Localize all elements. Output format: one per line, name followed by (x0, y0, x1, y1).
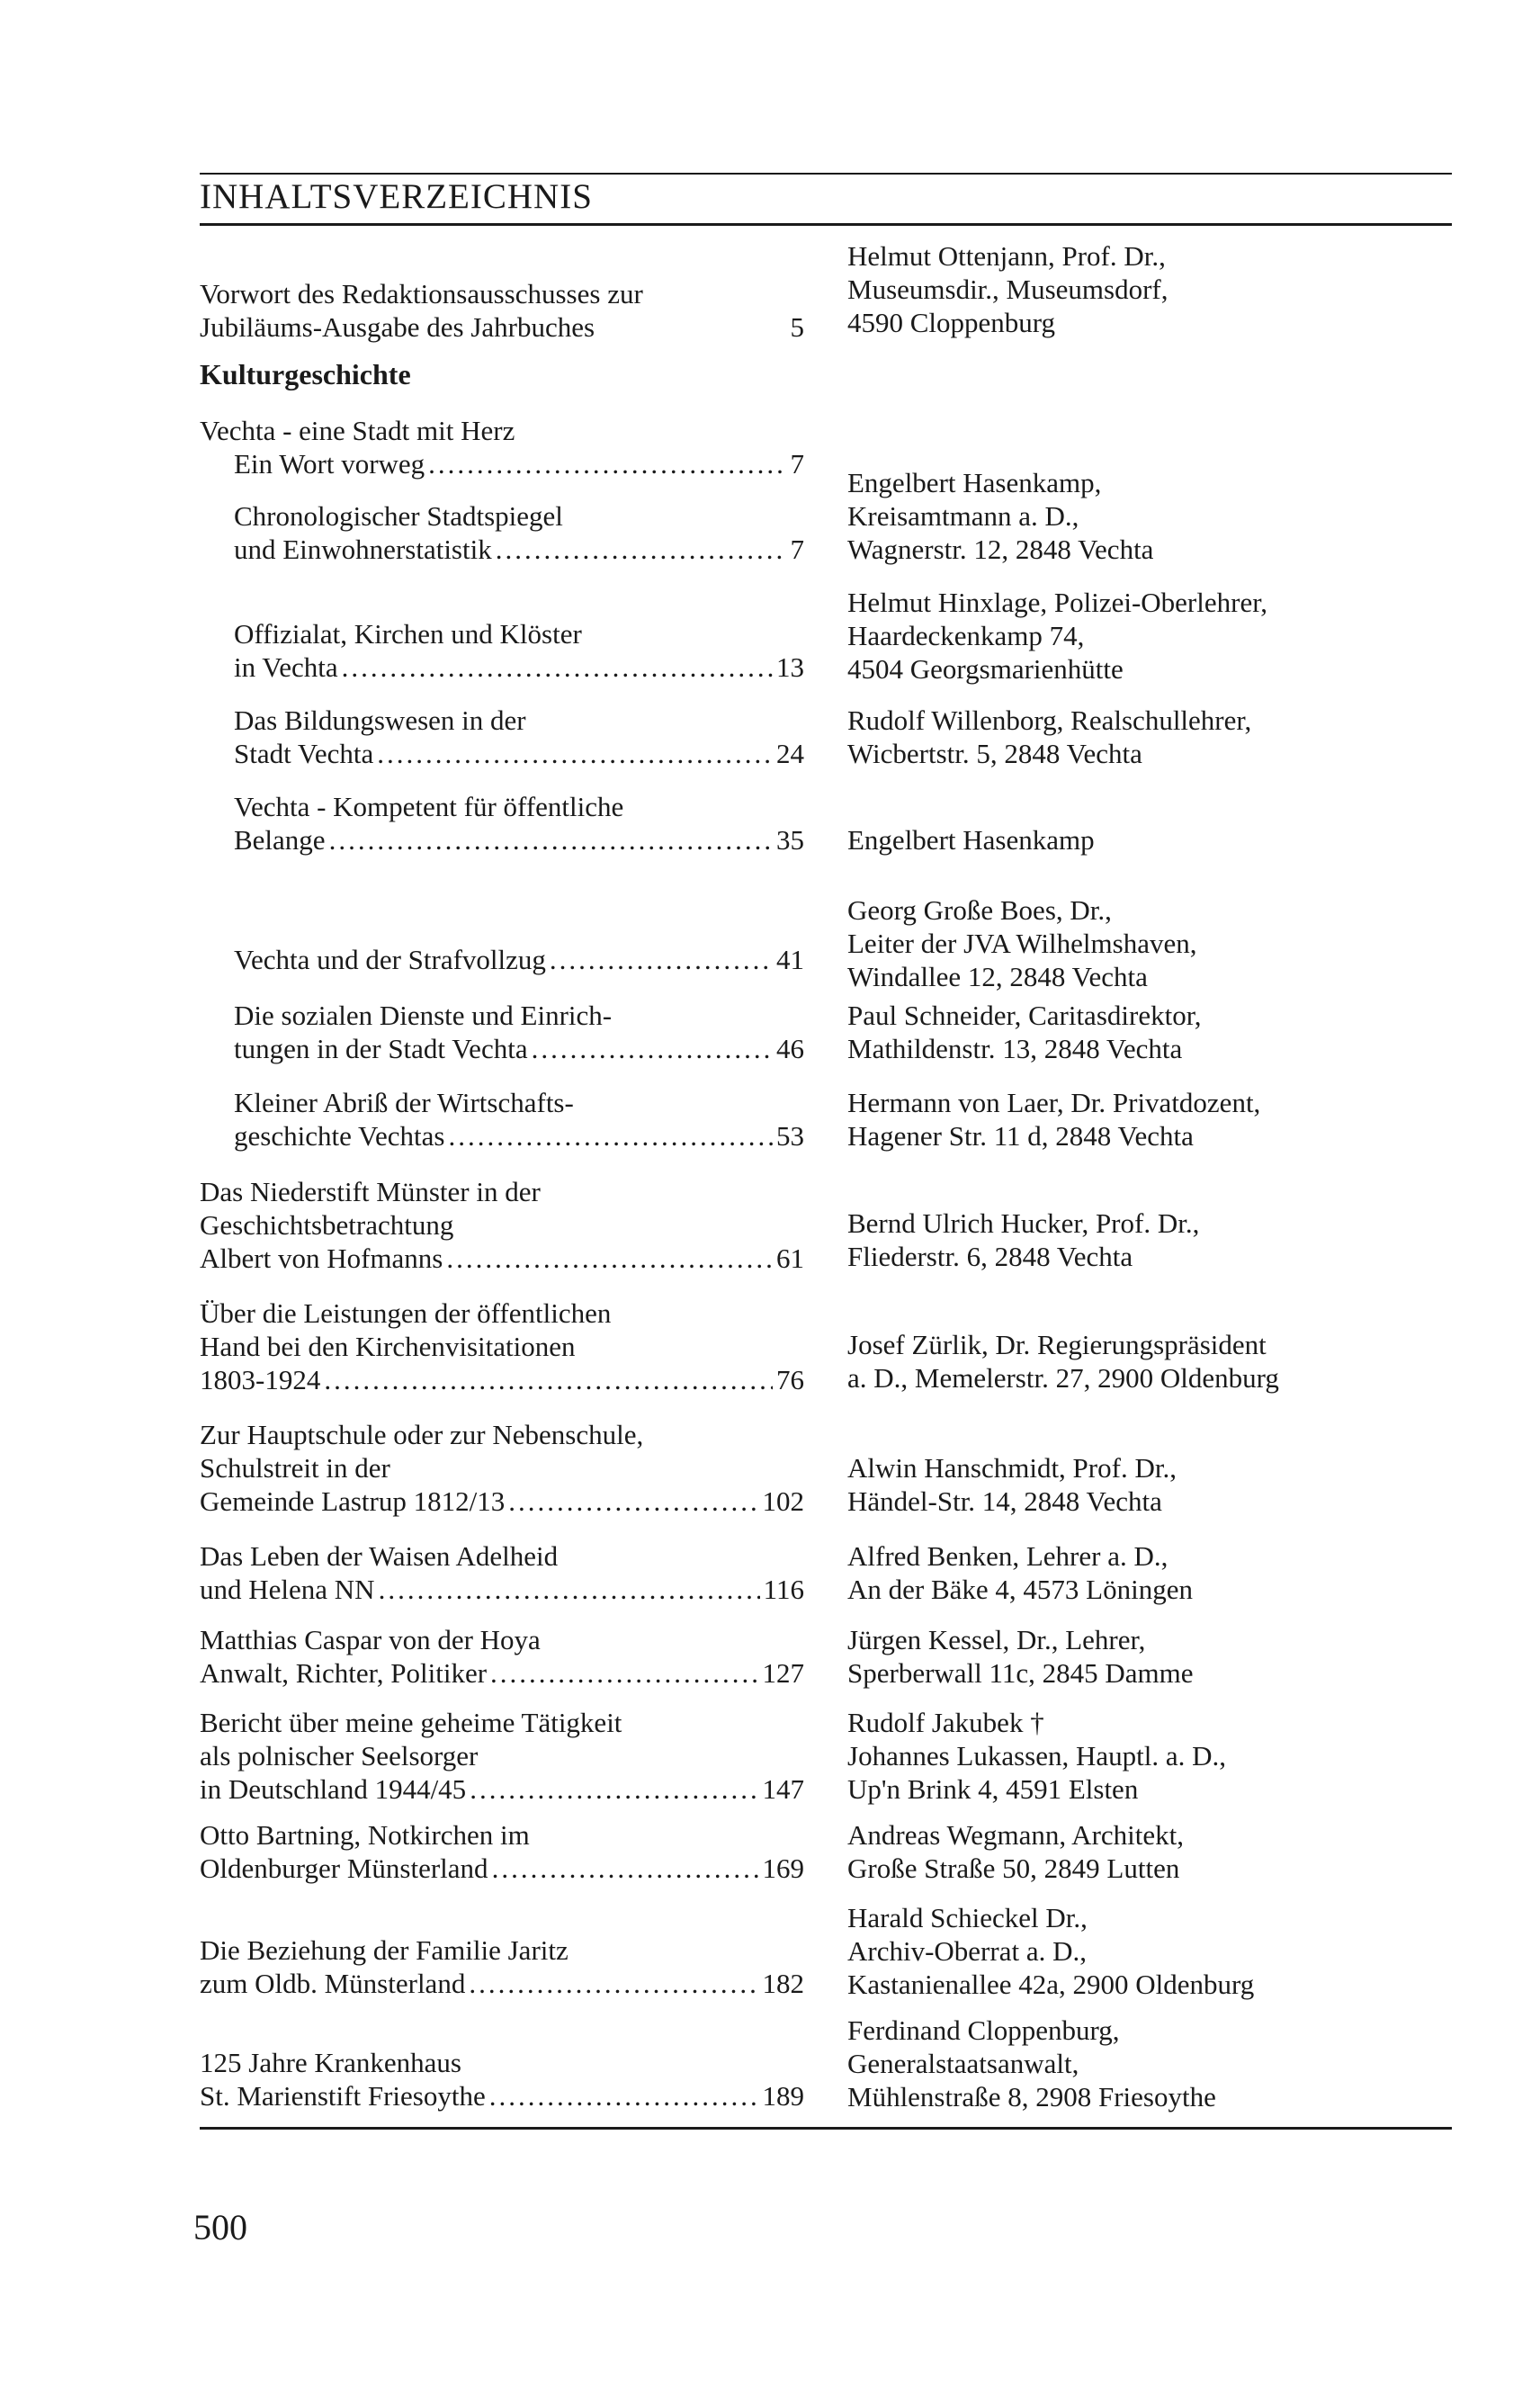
author-info (847, 1328, 1459, 1395)
toc-entry (200, 1818, 804, 1885)
page-ref: 127 (762, 1657, 804, 1689)
author-info (847, 1086, 1459, 1153)
author-line: Rudolf Jakubek † (847, 1707, 1044, 1738)
entry-title: Über die Leistungen der öffentlichen (200, 1297, 612, 1329)
page-ref: 41 (776, 944, 804, 975)
entry-title: Die Beziehung der Familie Jaritz (200, 1934, 569, 1966)
toc-entry-line (200, 737, 804, 770)
author-line: Helmut Hinxlage, Polizei-Oberlehrer, (847, 587, 1268, 618)
author-info (847, 586, 1459, 686)
author-line: Alfred Benken, Lehrer a. D., (847, 1540, 1168, 1572)
toc-entry-line (200, 1032, 804, 1065)
title-rule (200, 223, 1452, 226)
author-line: Josef Zürlik, Dr. Regierungspräsident (847, 1329, 1267, 1360)
dot-leader (446, 1242, 773, 1275)
dot-leader (492, 1852, 759, 1885)
entry-title: als polnischer Seelsorger (200, 1740, 479, 1772)
author-line: Jürgen Kessel, Dr., Lehrer, (847, 1624, 1146, 1655)
entry-title: in Vechta (234, 651, 338, 683)
toc-entry-line (200, 943, 804, 976)
toc-entry (200, 1539, 804, 1606)
toc-entry (200, 414, 804, 480)
author-line: Up'n Brink 4, 4591 Elsten (847, 1773, 1139, 1805)
dot-leader (379, 1573, 760, 1606)
page-ref: 7 (790, 534, 804, 565)
toc-entry (200, 1418, 804, 1518)
toc-entry (200, 1175, 804, 1275)
toc-entry (200, 1623, 804, 1690)
author-line: Bernd Ulrich Hucker, Prof. Dr., (847, 1207, 1200, 1239)
toc-entry-line (200, 650, 804, 684)
author-line: Fliederstr. 6, 2848 Vechta (847, 1241, 1133, 1272)
author-line: Hermann von Laer, Dr. Privatdozent, (847, 1087, 1261, 1118)
author-info (847, 1623, 1459, 1690)
author-line: Leiter der JVA Wilhelmshaven, (847, 928, 1197, 959)
author-info (847, 893, 1459, 993)
author-line: Andreas Wegmann, Architekt, (847, 1819, 1184, 1851)
entry-title: 125 Jahre Krankenhaus (200, 2047, 461, 2078)
author-line: Georg Große Boes, Dr., (847, 894, 1112, 926)
entry-title: Matthias Caspar von der Hoya (200, 1624, 541, 1655)
author-info (847, 999, 1459, 1065)
author-info (847, 239, 1459, 339)
dot-leader (448, 1119, 773, 1153)
author-info (847, 1901, 1459, 2001)
toc-entry (200, 704, 804, 770)
toc-entry-line (200, 1573, 804, 1606)
page-ref: 7 (790, 448, 804, 480)
entry-title: Zur Hauptschule oder zur Nebenschule, (200, 1419, 644, 1450)
entry-title: Ein Wort vorweg (234, 448, 425, 480)
toc-entry-line (200, 1363, 804, 1396)
entry-title: und Einwohnerstatistik (234, 534, 492, 565)
toc-entry (200, 1296, 804, 1396)
entry-title: in Deutschland 1944/45 (200, 1773, 467, 1805)
entry-title: Chronologischer Stadtspiegel (234, 500, 563, 532)
entry-title: und Helena NN (200, 1574, 375, 1605)
author-info (847, 1539, 1459, 1606)
page-ref: 76 (776, 1364, 804, 1395)
section-heading: Kulturgeschichte (200, 358, 411, 390)
author-line: An der Bäke 4, 4573 Löningen (847, 1574, 1193, 1605)
dot-leader (329, 823, 773, 857)
dot-leader (324, 1363, 773, 1396)
entry-title: Belange (234, 824, 326, 856)
page-ref: 35 (776, 824, 804, 856)
author-line: Händel-Str. 14, 2848 Vechta (847, 1485, 1162, 1517)
entry-title: Vechta - eine Stadt mit Herz (200, 415, 515, 446)
toc-entry (200, 999, 804, 1065)
toc-entry (200, 1086, 804, 1153)
author-line: Museumsdir., Museumsdorf, (847, 274, 1168, 305)
entry-title: Hand bei den Kirchenvisitationen (200, 1331, 576, 1362)
toc-entry-line (200, 2079, 804, 2112)
bottom-rule (200, 2127, 1452, 2130)
author-line: Mathildenstr. 13, 2848 Vechta (847, 1033, 1183, 1064)
entry-title: Bericht über meine geheime Tätigkeit (200, 1707, 622, 1738)
dot-leader (496, 533, 784, 566)
author-line: 4590 Cloppenburg (847, 307, 1056, 338)
entry-title: Albert von Hofmanns (200, 1242, 443, 1274)
author-line: Alwin Hanschmidt, Prof. Dr., (847, 1452, 1177, 1484)
entry-title: Stadt Vechta (234, 738, 374, 769)
toc-entry (200, 2046, 804, 2112)
entry-title: Das Leben der Waisen Adelheid (200, 1540, 559, 1572)
toc-entry (200, 617, 804, 684)
page-ref: 24 (776, 738, 804, 769)
entry-title: St. Marienstift Friesoythe (200, 2080, 486, 2112)
toc-entry (200, 1706, 804, 1806)
toc-entry-line (200, 1772, 804, 1806)
author-line: Kastanienallee 42a, 2900 Oldenburg (847, 1969, 1255, 2000)
entry-title: Anwalt, Richter, Politiker (200, 1657, 488, 1689)
dot-leader (377, 737, 773, 770)
dot-leader (508, 1485, 758, 1518)
author-info (847, 704, 1459, 770)
toc-entry-line (200, 823, 804, 857)
toc-entry (200, 499, 804, 566)
author-line: Paul Schneider, Caritasdirektor, (847, 1000, 1202, 1031)
author-line: Sperberwall 11c, 2845 Damme (847, 1657, 1194, 1689)
entry-title: Das Niederstift Münster in der (200, 1176, 541, 1207)
entry-title: Kleiner Abriß der Wirtschafts- (234, 1087, 574, 1118)
page-ref: 169 (762, 1852, 804, 1884)
entry-title: Vorwort des Redaktionsausschusses zur (200, 278, 643, 309)
page-ref: 5 (790, 311, 804, 343)
toc-entry (200, 277, 804, 344)
author-line: Windallee 12, 2848 Vechta (847, 961, 1148, 992)
top-rule (200, 173, 1452, 175)
author-info (847, 1818, 1459, 1885)
author-line: Archiv-Oberrat a. D., (847, 1935, 1087, 1967)
page-number: 500 (193, 2207, 247, 2247)
entry-title: Vechta - Kompetent für öffentliche (234, 791, 624, 822)
entry-title: tungen in der Stadt Vechta (234, 1033, 528, 1064)
toc-entry (200, 943, 804, 976)
author-line: Engelbert Hasenkamp, (847, 467, 1102, 498)
toc-entry (200, 790, 804, 857)
entry-title: Jubiläums-Ausgabe des Jahrbuches (200, 311, 595, 343)
author-line: Haardeckenkamp 74, (847, 620, 1085, 651)
entry-title: Schulstreit in der (200, 1452, 390, 1484)
author-line: Helmut Ottenjann, Prof. Dr., (847, 240, 1166, 272)
entry-title: 1803-1924 (200, 1364, 321, 1395)
page-ref: 13 (776, 651, 804, 683)
author-line: Kreisamtmann a. D., (847, 500, 1079, 532)
entry-title: Die sozialen Dienste und Einrich- (234, 1000, 613, 1031)
page-ref: 182 (762, 1968, 804, 1999)
toc-entry-line (200, 1119, 804, 1153)
author-line: 4504 Georgsmarienhütte (847, 653, 1124, 685)
author-line: Große Straße 50, 2849 Lutten (847, 1852, 1180, 1884)
entry-title: Vechta und der Strafvollzug (234, 944, 546, 975)
dot-leader (532, 1032, 773, 1065)
toc-entry-line (200, 310, 804, 344)
page-ref: 46 (776, 1033, 804, 1064)
dot-leader (490, 1656, 758, 1690)
entry-title: Otto Bartning, Notkirchen im (200, 1819, 530, 1851)
entry-title: zum Oldb. Münsterland (200, 1968, 466, 1999)
author-info (847, 1206, 1459, 1273)
page-ref: 189 (762, 2080, 804, 2112)
author-line: Engelbert Hasenkamp (847, 824, 1095, 856)
author-line: Ferdinand Cloppenburg, (847, 2014, 1120, 2046)
entry-title: Das Bildungswesen in der (234, 704, 526, 736)
author-line: Johannes Lukassen, Hauptl. a. D., (847, 1740, 1226, 1772)
toc-entry-line (200, 1852, 804, 1885)
author-line: Wagnerstr. 12, 2848 Vechta (847, 534, 1154, 565)
author-info (847, 1706, 1459, 1806)
page-ref: 53 (776, 1120, 804, 1152)
toc-entry-line (200, 533, 804, 566)
dot-leader (469, 1967, 758, 2000)
entry-title: Offizialat, Kirchen und Klöster (234, 618, 582, 650)
entry-title: geschichte Vechtas (234, 1120, 445, 1152)
dot-leader (342, 650, 773, 684)
author-info (847, 1451, 1459, 1518)
entry-title: Oldenburger Münsterland (200, 1852, 488, 1884)
page-ref: 116 (763, 1574, 804, 1605)
toc-entry-line (200, 1656, 804, 1690)
toc-entry (200, 1933, 804, 2000)
page-ref: 102 (762, 1485, 804, 1517)
toc-entry-line (200, 1485, 804, 1518)
toc-entry-line (200, 447, 804, 480)
author-info (847, 2014, 1459, 2113)
author-line: Hagener Str. 11 d, 2848 Vechta (847, 1120, 1194, 1152)
author-line: Generalstaatsanwalt, (847, 2048, 1079, 2079)
page-title: INHALTSVERZEICHNIS (200, 177, 593, 216)
page-ref: 61 (776, 1242, 804, 1274)
author-line: Rudolf Willenborg, Realschullehrer, (847, 704, 1252, 736)
dot-leader (470, 1772, 758, 1806)
author-line: Wicbertstr. 5, 2848 Vechta (847, 738, 1142, 769)
entry-title: Gemeinde Lastrup 1812/13 (200, 1485, 506, 1517)
entry-title: Geschichtsbetrachtung (200, 1209, 454, 1241)
author-line: Mühlenstraße 8, 2908 Friesoythe (847, 2081, 1216, 2112)
author-line: a. D., Memelerstr. 27, 2900 Oldenburg (847, 1362, 1279, 1394)
dot-leader (550, 943, 773, 976)
dot-leader (489, 2079, 759, 2112)
author-info (847, 823, 1459, 857)
toc-entry-line (200, 1967, 804, 2000)
toc-entry-line (200, 1242, 804, 1275)
author-line: Harald Schieckel Dr., (847, 1902, 1088, 1933)
dot-leader (428, 447, 784, 480)
author-info (847, 466, 1459, 566)
page-ref: 147 (762, 1773, 804, 1805)
